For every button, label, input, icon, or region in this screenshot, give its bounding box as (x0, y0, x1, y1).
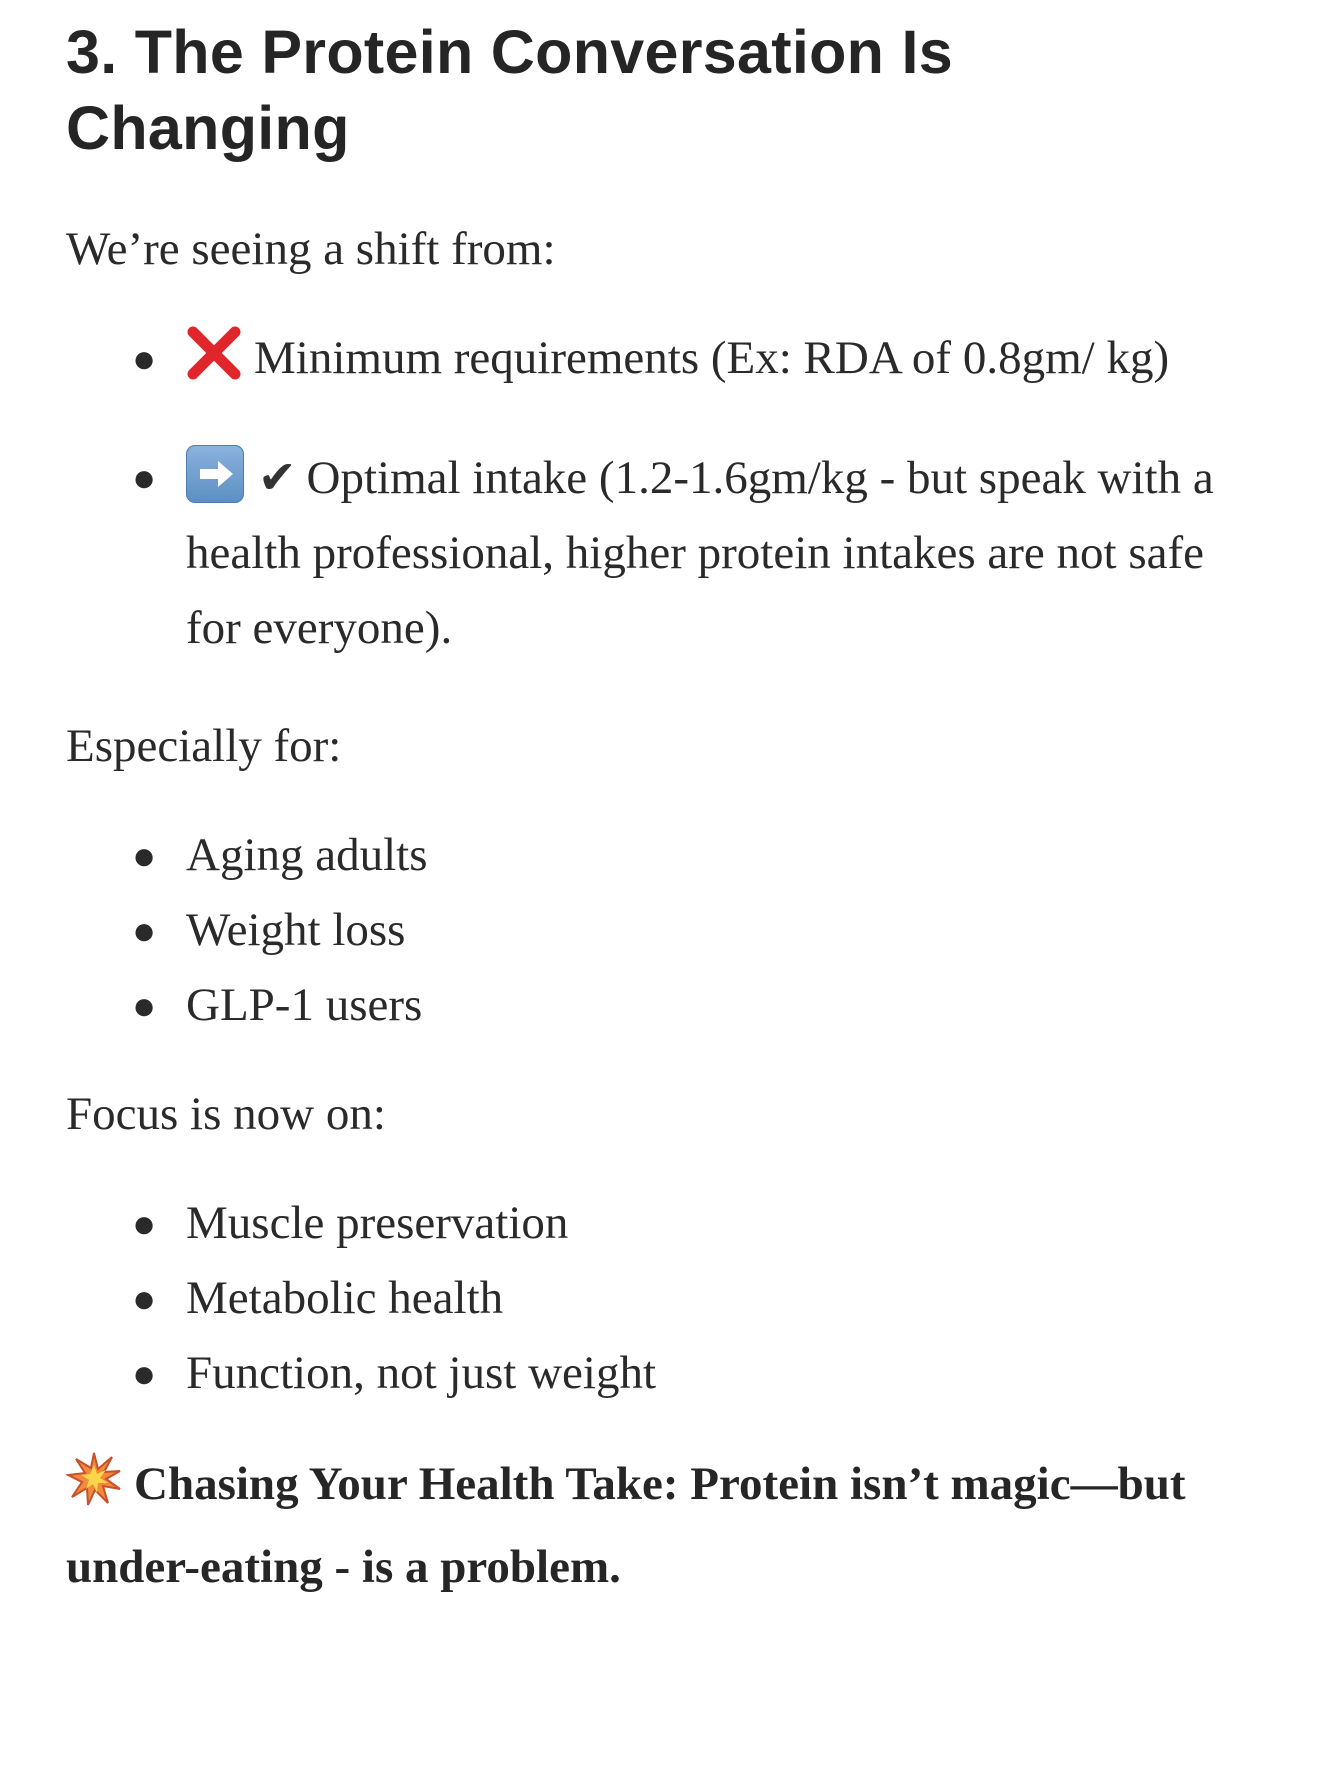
red-cross-icon (186, 325, 242, 404)
list-item: ● Muscle preservation (186, 1186, 1246, 1261)
bullet: ● (132, 1276, 157, 1321)
list-item: ● Aging adults (186, 818, 1246, 893)
bullet: ● (132, 336, 157, 381)
article (66, 0, 1246, 1605)
list-item-text: Minimum requirements (Ex: RDA of 0.8gm/ kg) (254, 332, 1170, 384)
collision-icon (66, 1451, 122, 1530)
list-item-minimum-requirements (132, 321, 1246, 404)
bullet: ● (132, 1351, 157, 1396)
health-take (66, 1447, 1246, 1605)
right-arrow-icon (186, 445, 244, 503)
health-take-text: Chasing Your Health Take: Protein isn’t magic—but under-eating - is a problem. (66, 1458, 1186, 1593)
section-heading: 3. The Protein Conversation Is Changing (66, 18, 953, 162)
shift-list (66, 321, 1246, 666)
bullet: ● (132, 908, 157, 953)
bullet: ● (132, 1201, 157, 1246)
check-mark-icon: ✔ (258, 450, 297, 504)
shift-intro: We’re seeing a shift from: (66, 223, 556, 275)
list-item-text: Optimal intake (1.2-1.6gm/kg - but speak with a health professional, higher protein intakes are not safe for everyone). (186, 452, 1214, 654)
bullet: ● (132, 455, 157, 500)
especially-intro: Especially for: (66, 720, 342, 772)
list-item-optimal-intake (132, 440, 1246, 666)
bullet: ● (132, 983, 157, 1028)
list-item: ● Weight loss (186, 893, 1246, 968)
list-item: ● GLP-1 users (186, 968, 1246, 1043)
focus-intro: Focus is now on: (66, 1088, 386, 1140)
list-item: ● Function, not just weight (186, 1336, 1246, 1411)
list-item: ● Metabolic health (186, 1261, 1246, 1336)
focus-list (66, 1186, 1246, 1411)
especially-list (66, 818, 1246, 1043)
bullet: ● (132, 833, 157, 878)
